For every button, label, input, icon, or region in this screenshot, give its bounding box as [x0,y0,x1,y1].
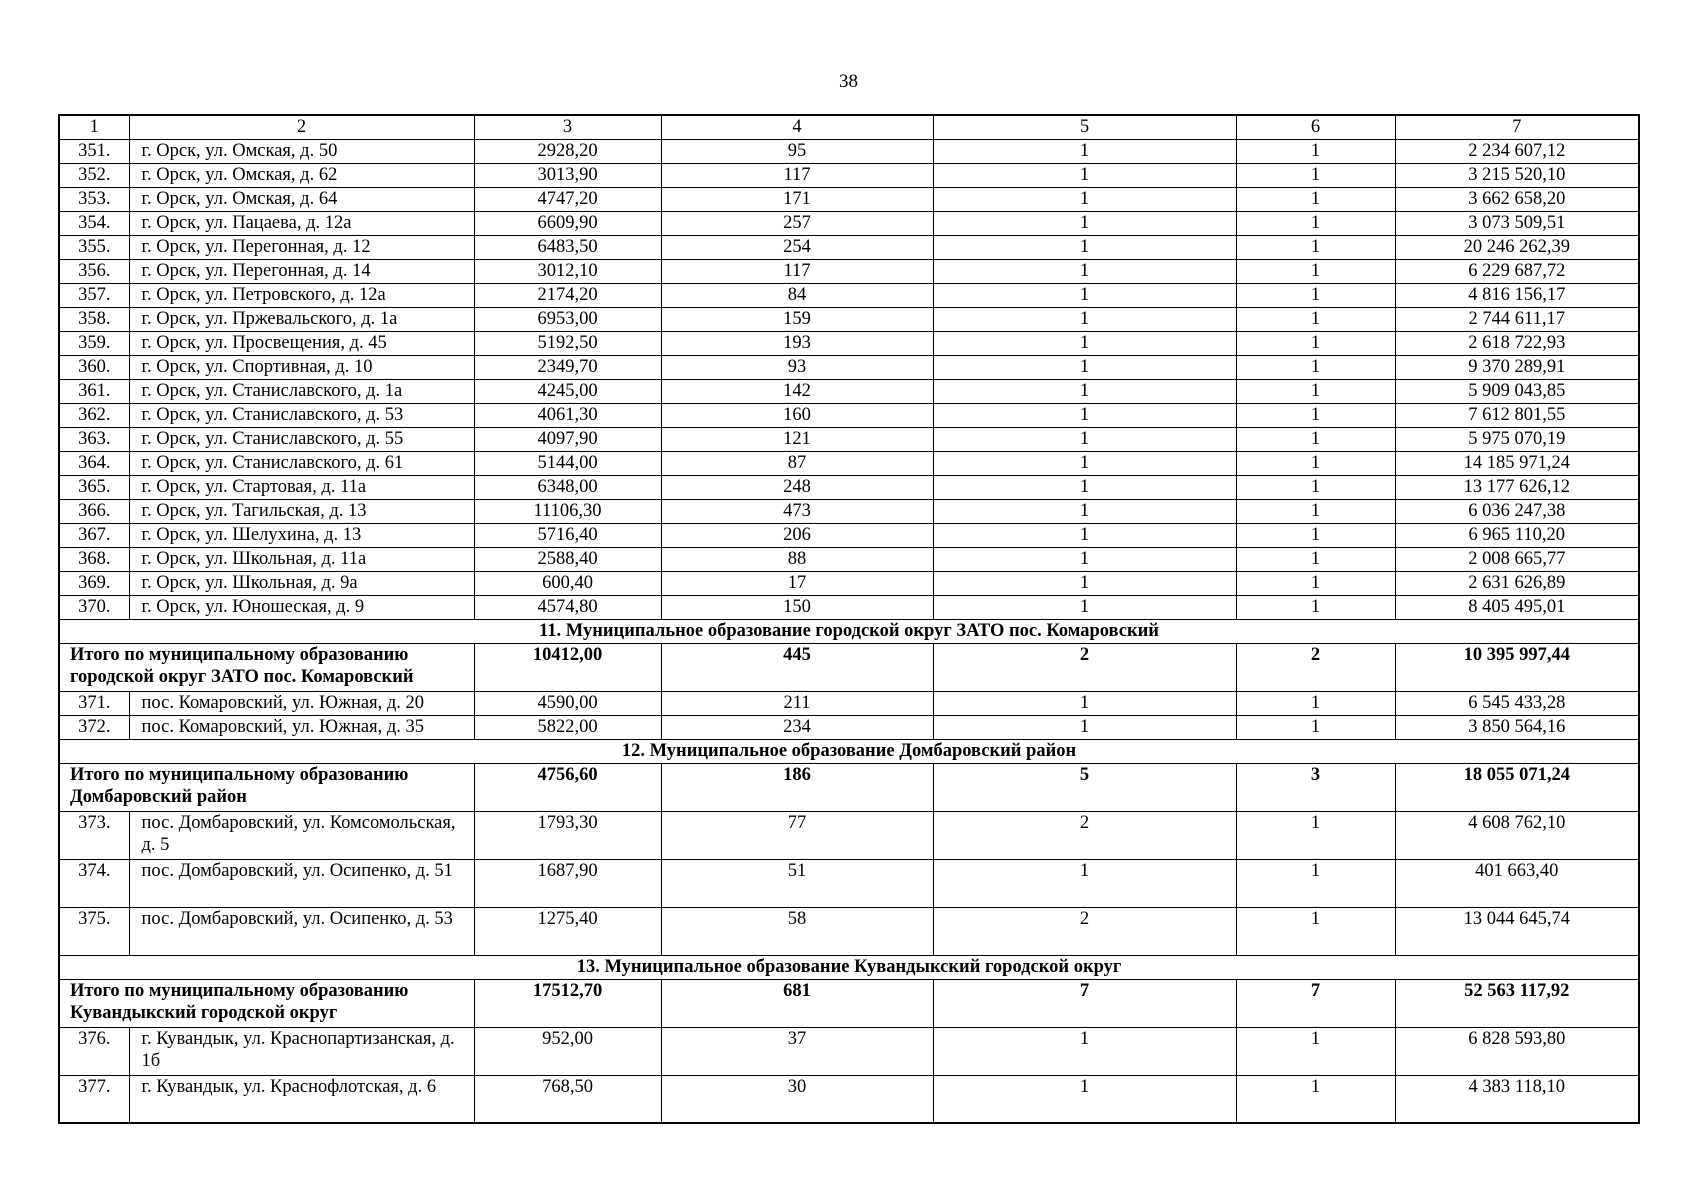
table-row [59,139,1639,163]
houses-count: 1 [1236,403,1395,427]
address: г. Орск, ул. Станиславского, д. 55 [129,427,474,451]
table-row [59,451,1639,475]
residents-count: 117 [661,163,933,187]
row-index: 358. [59,307,129,331]
houses-count: 1 [1236,355,1395,379]
area-value: 4590,00 [474,691,661,715]
works-count: 1 [933,139,1236,163]
residents-count: 473 [661,499,933,523]
table-row [59,571,1639,595]
subtotal-value: 10 395 997,44 [1395,643,1639,691]
row-index: 360. [59,355,129,379]
subtotal-value: 2 [1236,643,1395,691]
area-value: 1793,30 [474,811,661,859]
residents-count: 87 [661,451,933,475]
residents-count: 17 [661,571,933,595]
column-number-cell: 5 [933,115,1236,139]
works-count: 2 [933,811,1236,859]
address: г. Орск, ул. Тагильская, д. 13 [129,499,474,523]
row-index: 363. [59,427,129,451]
row-index: 372. [59,715,129,739]
works-count: 1 [933,331,1236,355]
cost-value: 20 246 262,39 [1395,235,1639,259]
address: г. Орск, ул. Станиславского, д. 61 [129,451,474,475]
cost-value: 7 612 801,55 [1395,403,1639,427]
residents-count: 160 [661,403,933,427]
cost-value: 3 662 658,20 [1395,187,1639,211]
table-row [59,379,1639,403]
area-value: 5144,00 [474,451,661,475]
works-count: 1 [933,259,1236,283]
area-value: 2928,20 [474,139,661,163]
residents-count: 206 [661,523,933,547]
row-index: 370. [59,595,129,619]
cost-value: 401 663,40 [1395,859,1639,907]
residents-count: 84 [661,283,933,307]
residents-count: 171 [661,187,933,211]
address: г. Орск, ул. Школьная, д. 9а [129,571,474,595]
address: г. Кувандык, ул. Краснофлотская, д. 6 [129,1075,474,1123]
works-count: 1 [933,547,1236,571]
works-count: 1 [933,523,1236,547]
area-value: 952,00 [474,1027,661,1075]
subtotal-label: Итого по муниципальному образованию городской округ ЗАТО пос. Комаровский [59,643,474,691]
houses-count: 1 [1236,307,1395,331]
row-index: 377. [59,1075,129,1123]
cost-value: 6 965 110,20 [1395,523,1639,547]
residents-count: 58 [661,907,933,955]
row-index: 373. [59,811,129,859]
table-row [59,211,1639,235]
subtotal-label: Итого по муниципальному образованию Кувандыкский городской округ [59,979,474,1027]
cost-value: 9 370 289,91 [1395,355,1639,379]
houses-count: 1 [1236,595,1395,619]
subtotal-value: 7 [933,979,1236,1027]
address: пос. Комаровский, ул. Южная, д. 20 [129,691,474,715]
works-count: 1 [933,1027,1236,1075]
subtotal-row [59,643,1639,691]
section-heading: 11. Муниципальное образование городской округ ЗАТО пос. Комаровский [59,619,1639,643]
cost-value: 6 545 433,28 [1395,691,1639,715]
works-count: 1 [933,307,1236,331]
section-heading: 13. Муниципальное образование Кувандыкский городской округ [59,955,1639,979]
table-row [59,403,1639,427]
works-count: 1 [933,499,1236,523]
area-value: 6348,00 [474,475,661,499]
houses-count: 1 [1236,523,1395,547]
address: пос. Домбаровский, ул. Комсомольская, д. 5 [129,811,474,859]
column-number-cell: 7 [1395,115,1639,139]
area-value: 3012,10 [474,259,661,283]
subtotal-row [59,763,1639,811]
row-index: 354. [59,211,129,235]
subtotal-value: 186 [661,763,933,811]
column-number-cell: 6 [1236,115,1395,139]
residents-count: 88 [661,547,933,571]
houses-count: 1 [1236,283,1395,307]
houses-count: 1 [1236,715,1395,739]
houses-count: 1 [1236,547,1395,571]
table-row [59,259,1639,283]
works-count: 1 [933,451,1236,475]
column-number-cell: 2 [129,115,474,139]
cost-value: 2 618 722,93 [1395,331,1639,355]
cost-value: 8 405 495,01 [1395,595,1639,619]
row-index: 351. [59,139,129,163]
address: г. Кувандык, ул. Краснопартизанская, д. 1б [129,1027,474,1075]
area-value: 4574,80 [474,595,661,619]
table-row [59,355,1639,379]
area-value: 1275,40 [474,907,661,955]
row-index: 361. [59,379,129,403]
cost-value: 3 073 509,51 [1395,211,1639,235]
section-heading-row [59,619,1639,643]
table-row [59,595,1639,619]
area-value: 4245,00 [474,379,661,403]
area-value: 768,50 [474,1075,661,1123]
table-row [59,715,1639,739]
cost-value: 4 383 118,10 [1395,1075,1639,1123]
subtotal-value: 681 [661,979,933,1027]
column-number-cell: 4 [661,115,933,139]
table-row [59,1027,1639,1075]
area-value: 6609,90 [474,211,661,235]
works-count: 1 [933,163,1236,187]
area-value: 1687,90 [474,859,661,907]
address: г. Орск, ул. Школьная, д. 11а [129,547,474,571]
houses-count: 1 [1236,1027,1395,1075]
row-index: 355. [59,235,129,259]
subtotal-value: 2 [933,643,1236,691]
address: г. Орск, ул. Омская, д. 62 [129,163,474,187]
table-row [59,547,1639,571]
houses-count: 1 [1236,187,1395,211]
row-index: 365. [59,475,129,499]
works-count: 1 [933,283,1236,307]
houses-count: 1 [1236,811,1395,859]
area-value: 3013,90 [474,163,661,187]
residents-count: 193 [661,331,933,355]
area-value: 4097,90 [474,427,661,451]
table-row [59,283,1639,307]
houses-count: 1 [1236,907,1395,955]
row-index: 362. [59,403,129,427]
table-row [59,523,1639,547]
works-count: 1 [933,595,1236,619]
residents-count: 121 [661,427,933,451]
houses-count: 1 [1236,859,1395,907]
address: г. Орск, ул. Омская, д. 50 [129,139,474,163]
column-number-cell: 3 [474,115,661,139]
cost-value: 6 229 687,72 [1395,259,1639,283]
works-count: 1 [933,235,1236,259]
residents-count: 142 [661,379,933,403]
table-row [59,1075,1639,1123]
cost-value: 4 608 762,10 [1395,811,1639,859]
subtotal-value: 52 563 117,92 [1395,979,1639,1027]
residents-count: 77 [661,811,933,859]
subtotal-row [59,979,1639,1027]
row-index: 356. [59,259,129,283]
works-count: 1 [933,1075,1236,1123]
column-number-cell: 1 [59,115,129,139]
area-value: 5822,00 [474,715,661,739]
houses-count: 1 [1236,499,1395,523]
area-value: 5192,50 [474,331,661,355]
houses-count: 1 [1236,451,1395,475]
houses-count: 1 [1236,427,1395,451]
residents-count: 37 [661,1027,933,1075]
address: г. Орск, ул. Петровского, д. 12а [129,283,474,307]
residents-count: 254 [661,235,933,259]
houses-count: 1 [1236,1075,1395,1123]
works-count: 1 [933,859,1236,907]
works-count: 1 [933,427,1236,451]
address: г. Орск, ул. Перегонная, д. 12 [129,235,474,259]
works-count: 1 [933,187,1236,211]
cost-value: 4 816 156,17 [1395,283,1639,307]
area-value: 2349,70 [474,355,661,379]
table-row [59,307,1639,331]
table-row [59,163,1639,187]
cost-value: 5 909 043,85 [1395,379,1639,403]
residents-count: 30 [661,1075,933,1123]
row-index: 359. [59,331,129,355]
works-count: 1 [933,403,1236,427]
section-heading: 12. Муниципальное образование Домбаровский район [59,739,1639,763]
area-value: 6483,50 [474,235,661,259]
residents-count: 211 [661,691,933,715]
cost-value: 2 008 665,77 [1395,547,1639,571]
table-row [59,475,1639,499]
address: г. Орск, ул. Шелухина, д. 13 [129,523,474,547]
cost-value: 2 744 611,17 [1395,307,1639,331]
works-count: 1 [933,355,1236,379]
houses-count: 1 [1236,691,1395,715]
address: г. Орск, ул. Спортивная, д. 10 [129,355,474,379]
table-row [59,235,1639,259]
housing-repair-table [58,114,1640,1124]
residents-count: 93 [661,355,933,379]
address: г. Орск, ул. Пацаева, д. 12а [129,211,474,235]
row-index: 367. [59,523,129,547]
area-value: 600,40 [474,571,661,595]
row-index: 374. [59,859,129,907]
cost-value: 5 975 070,19 [1395,427,1639,451]
address: г. Орск, ул. Перегонная, д. 14 [129,259,474,283]
works-count: 1 [933,571,1236,595]
cost-value: 2 631 626,89 [1395,571,1639,595]
area-value: 11106,30 [474,499,661,523]
cost-value: 13 044 645,74 [1395,907,1639,955]
address: г. Орск, ул. Станиславского, д. 1а [129,379,474,403]
table-row [59,427,1639,451]
cost-value: 6 828 593,80 [1395,1027,1639,1075]
area-value: 5716,40 [474,523,661,547]
address: г. Орск, ул. Юношеская, д. 9 [129,595,474,619]
table-row [59,691,1639,715]
houses-count: 1 [1236,259,1395,283]
table-row [59,907,1639,955]
houses-count: 1 [1236,331,1395,355]
residents-count: 150 [661,595,933,619]
residents-count: 159 [661,307,933,331]
cost-value: 2 234 607,12 [1395,139,1639,163]
table-row [59,331,1639,355]
houses-count: 1 [1236,379,1395,403]
subtotal-value: 10412,00 [474,643,661,691]
works-count: 1 [933,211,1236,235]
row-index: 366. [59,499,129,523]
row-index: 375. [59,907,129,955]
subtotal-value: 5 [933,763,1236,811]
houses-count: 1 [1236,163,1395,187]
houses-count: 1 [1236,139,1395,163]
row-index: 357. [59,283,129,307]
subtotal-label: Итого по муниципальному образованию Домбаровский район [59,763,474,811]
address: пос. Комаровский, ул. Южная, д. 35 [129,715,474,739]
area-value: 4747,20 [474,187,661,211]
section-heading-row [59,739,1639,763]
subtotal-value: 3 [1236,763,1395,811]
address: г. Орск, ул. Омская, д. 64 [129,187,474,211]
subtotal-value: 17512,70 [474,979,661,1027]
residents-count: 117 [661,259,933,283]
area-value: 6953,00 [474,307,661,331]
houses-count: 1 [1236,475,1395,499]
cost-value: 13 177 626,12 [1395,475,1639,499]
cost-value: 3 215 520,10 [1395,163,1639,187]
column-number-row [59,115,1639,139]
row-index: 371. [59,691,129,715]
address: пос. Домбаровский, ул. Осипенко, д. 51 [129,859,474,907]
subtotal-value: 4756,60 [474,763,661,811]
residents-count: 51 [661,859,933,907]
cost-value: 3 850 564,16 [1395,715,1639,739]
address: г. Орск, ул. Пржевальского, д. 1а [129,307,474,331]
works-count: 1 [933,715,1236,739]
row-index: 368. [59,547,129,571]
houses-count: 1 [1236,235,1395,259]
subtotal-value: 18 055 071,24 [1395,763,1639,811]
area-value: 2174,20 [474,283,661,307]
address: г. Орск, ул. Стартовая, д. 11а [129,475,474,499]
subtotal-value: 445 [661,643,933,691]
works-count: 1 [933,691,1236,715]
residents-count: 95 [661,139,933,163]
table-row [59,499,1639,523]
table-row [59,859,1639,907]
works-count: 1 [933,379,1236,403]
residents-count: 248 [661,475,933,499]
houses-count: 1 [1236,211,1395,235]
table-row [59,187,1639,211]
row-index: 352. [59,163,129,187]
cost-value: 14 185 971,24 [1395,451,1639,475]
residents-count: 257 [661,211,933,235]
address: г. Орск, ул. Просвещения, д. 45 [129,331,474,355]
area-value: 2588,40 [474,547,661,571]
section-heading-row [59,955,1639,979]
page-number: 38 [839,71,858,92]
row-index: 364. [59,451,129,475]
works-count: 2 [933,907,1236,955]
address: пос. Домбаровский, ул. Осипенко, д. 53 [129,907,474,955]
row-index: 376. [59,1027,129,1075]
row-index: 353. [59,187,129,211]
works-count: 1 [933,475,1236,499]
houses-count: 1 [1236,571,1395,595]
cost-value: 6 036 247,38 [1395,499,1639,523]
row-index: 369. [59,571,129,595]
residents-count: 234 [661,715,933,739]
subtotal-value: 7 [1236,979,1395,1027]
table-row [59,811,1639,859]
address: г. Орск, ул. Станиславского, д. 53 [129,403,474,427]
area-value: 4061,30 [474,403,661,427]
